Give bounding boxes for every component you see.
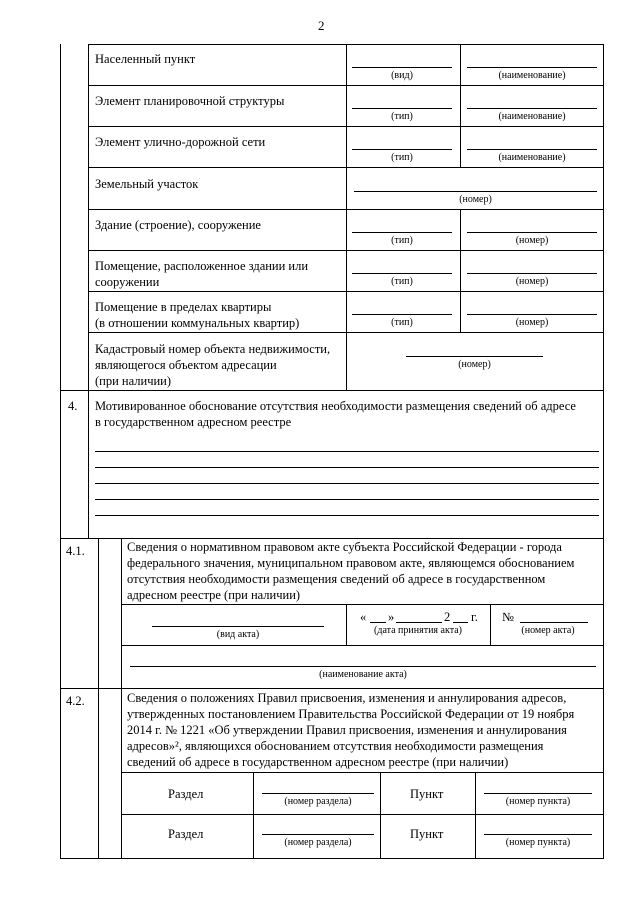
act-type-line[interactable]	[152, 626, 324, 627]
field-line[interactable]	[352, 67, 452, 68]
table-split-border-2	[460, 209, 461, 332]
field-caption: (тип)	[391, 152, 413, 163]
date-day-line[interactable]	[370, 622, 386, 623]
date-close-quote: »	[388, 610, 395, 624]
number-sign: №	[502, 610, 514, 624]
justification-line[interactable]	[95, 499, 599, 500]
section-number-line[interactable]	[262, 793, 374, 794]
section-41-number: 4.1.	[66, 544, 85, 558]
act-name-line[interactable]	[130, 666, 596, 667]
date-open-quote: «	[360, 610, 367, 624]
item-number-caption: (номер пункта)	[505, 837, 571, 848]
section-42-number: 4.2.	[66, 694, 85, 708]
field-line[interactable]	[352, 273, 452, 274]
row-label-land-plot: Земельный участок	[95, 177, 199, 191]
field-line[interactable]	[467, 314, 597, 315]
row-label-planning-structure: Элемент планировочной структуры	[95, 94, 285, 108]
date-month-line[interactable]	[396, 622, 442, 623]
date-year-suffix: г.	[471, 610, 478, 624]
field-caption: (наименование)	[498, 111, 566, 122]
justification-line[interactable]	[95, 515, 599, 516]
section-label: Раздел	[168, 827, 204, 841]
section-number-caption: (номер раздела)	[284, 796, 352, 807]
field-line[interactable]	[352, 149, 452, 150]
item-label: Пункт	[410, 827, 444, 841]
item-number-line[interactable]	[484, 793, 592, 794]
field-line[interactable]	[352, 232, 452, 233]
field-caption: (тип)	[391, 276, 413, 287]
date-year-line[interactable]	[453, 622, 468, 623]
field-line[interactable]	[467, 108, 597, 109]
field-caption: (тип)	[391, 235, 413, 246]
act-type-caption: (вид акта)	[216, 629, 260, 640]
field-line[interactable]	[352, 314, 452, 315]
justification-line[interactable]	[95, 467, 599, 468]
section-number-line[interactable]	[262, 834, 374, 835]
justification-line[interactable]	[95, 483, 599, 484]
row-label-street-network: Элемент улично-дорожной сети	[95, 135, 266, 149]
section-4-number: 4.	[68, 399, 78, 413]
item-number-line[interactable]	[484, 834, 592, 835]
field-line[interactable]	[467, 232, 597, 233]
field-caption: (номер)	[458, 359, 491, 370]
row-label-apartment-room: Помещение в пределах квартиры (в отношении коммунальных квартир)	[95, 300, 300, 330]
table-mid-border	[346, 44, 347, 390]
table-split-border	[460, 44, 461, 167]
row-label-settlement: Населенный пункт	[95, 52, 196, 66]
table-inner-left-border	[88, 44, 89, 390]
section-41-text: Сведения о нормативном правовом акте субъекта Российской Федерации - города федерального значения, муниципальном правовом акте, являющемся обоснованием отсутствия необходимости размещения сведений об адресе в государственном адресном реестре (при наличии)	[127, 540, 575, 602]
date-year-prefix: 2	[444, 610, 451, 624]
row-label-cadastral-number: Кадастровый номер объекта недвижимости, являющегося объектом адресации (при наличии)	[95, 342, 331, 388]
field-caption: (тип)	[391, 111, 413, 122]
field-line[interactable]	[467, 67, 597, 68]
section-42-text: Сведения о положениях Правил присвоения, изменения и аннулирования адресов, утвержденных постановлением Правительства Российской Федерации от 19 ноября 2014 г. № 1221 «Об утверждении Правил присвоения, изменения и аннулирования адресов»², являющихся обоснованием отсутствия необходимости размещения сведений об адресе в государственном адресном реестре (при наличии)	[127, 691, 575, 769]
section-4-title: Мотивированное обоснование отсутствия необходимости размещения сведений об адресе в государственном адресном реестре	[95, 399, 576, 429]
section-number-caption: (номер раздела)	[284, 837, 352, 848]
field-caption: (вид)	[391, 70, 413, 81]
page-number: 2	[318, 18, 325, 33]
field-line[interactable]	[406, 356, 543, 357]
field-line[interactable]	[467, 149, 597, 150]
table-right-border	[603, 44, 604, 390]
row-label-building: Здание (строение), сооружение	[95, 218, 261, 232]
field-line[interactable]	[354, 191, 597, 192]
item-label: Пункт	[410, 787, 444, 801]
item-number-caption: (номер пункта)	[505, 796, 571, 807]
act-number-caption: (номер акта)	[521, 625, 575, 636]
table-left-border	[60, 44, 61, 390]
act-number-line[interactable]	[520, 622, 588, 623]
field-line[interactable]	[467, 273, 597, 274]
field-caption: (номер)	[515, 235, 549, 246]
field-caption: (наименование)	[498, 152, 566, 163]
field-caption: (номер)	[515, 317, 549, 328]
act-name-caption: (наименование акта)	[319, 669, 407, 680]
field-line[interactable]	[352, 108, 452, 109]
field-caption: (номер)	[459, 194, 492, 205]
field-caption: (наименование)	[498, 70, 566, 81]
date-caption: (дата принятия акта)	[374, 625, 462, 636]
row-label-premises: Помещение, расположенное здании или сооружении	[95, 259, 309, 289]
section-label: Раздел	[168, 787, 204, 801]
field-caption: (тип)	[391, 317, 413, 328]
field-caption: (номер)	[515, 276, 549, 287]
justification-line[interactable]	[95, 451, 599, 452]
